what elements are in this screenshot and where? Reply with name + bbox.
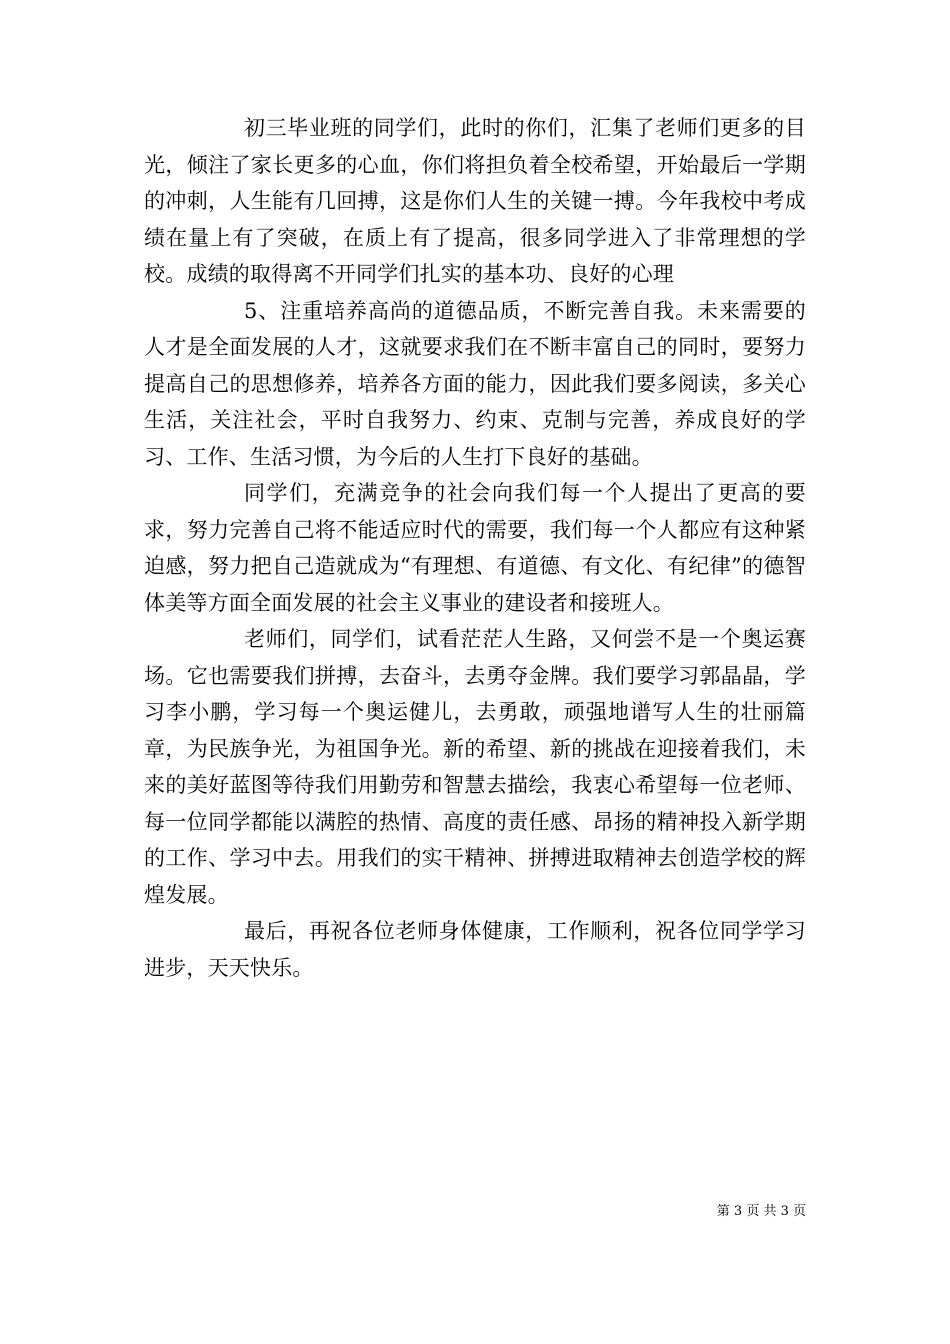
page-number-footer: 第 3 页 共 3 页	[716, 1204, 806, 1219]
paragraph-competition: 同学们，充满竞争的社会向我们每一个人提出了更高的要求，努力完善自己将不能适应时代的需要，我们每一个人都应有这种紧迫感，努力把自己造就成为“有理想、有道德、有文化、有纪律”的德智体美等方面全面发展的社会主义事业的建设者和接班人。	[144, 481, 806, 615]
paragraph-olympic-arena: 老师们，同学们，试看茫茫人生路，又何尝不是一个奥运赛场。它也需要我们拼搏，去奋斗，去勇夺金牌。我们要学习郭晶晶，学习李小鹏，学习每一个奥运健儿，去勇敢，顽强地谱写人生的壮丽篇章，为民族争光，为祖国争光。新的希望、新的挑战在迎接着我们，未来的美好蓝图等待我们用勤劳和智慧去描绘，我衷心希望每一位老师、每一位同学都能以满腔的热情、高度的责任感、昂扬的精神投入新学期的工作、学习中去。用我们的实干精神、拼搏进取精神去创造学校的辉煌发展。	[144, 627, 806, 907]
paragraph-closing-wishes: 最后，再祝各位老师身体健康，工作顺利，祝各位同学学习进步，天天快乐。	[144, 919, 806, 980]
paragraph-graduating-class: 初三毕业班的同学们，此时的你们，汇集了老师们更多的目光，倾注了家长更多的心血，你们将担负着全校希望，开始最后一学期的冲刺，人生能有几回搏，这是你们人生的关键一搏。今年我校中考成绩在量上有了突破，在质上有了提高，很多同学进入了非常理想的学校。成绩的取得离不开同学们扎实的基本功、良好的心理	[144, 116, 806, 286]
paragraph-moral-quality: 5、注重培养高尚的道德品质，不断完善自我。未来需要的人才是全面发展的人才，这就要求我们在不断丰富自己的同时，要努力提高自己的思想修养，培养各方面的能力，因此我们要多阅读，多关心生活，关注社会，平时自我努力、约束、克制与完善，养成良好的学习、工作、生活习惯，为今后的人生打下良好的基础。	[144, 298, 806, 469]
document-body	[144, 110, 806, 986]
